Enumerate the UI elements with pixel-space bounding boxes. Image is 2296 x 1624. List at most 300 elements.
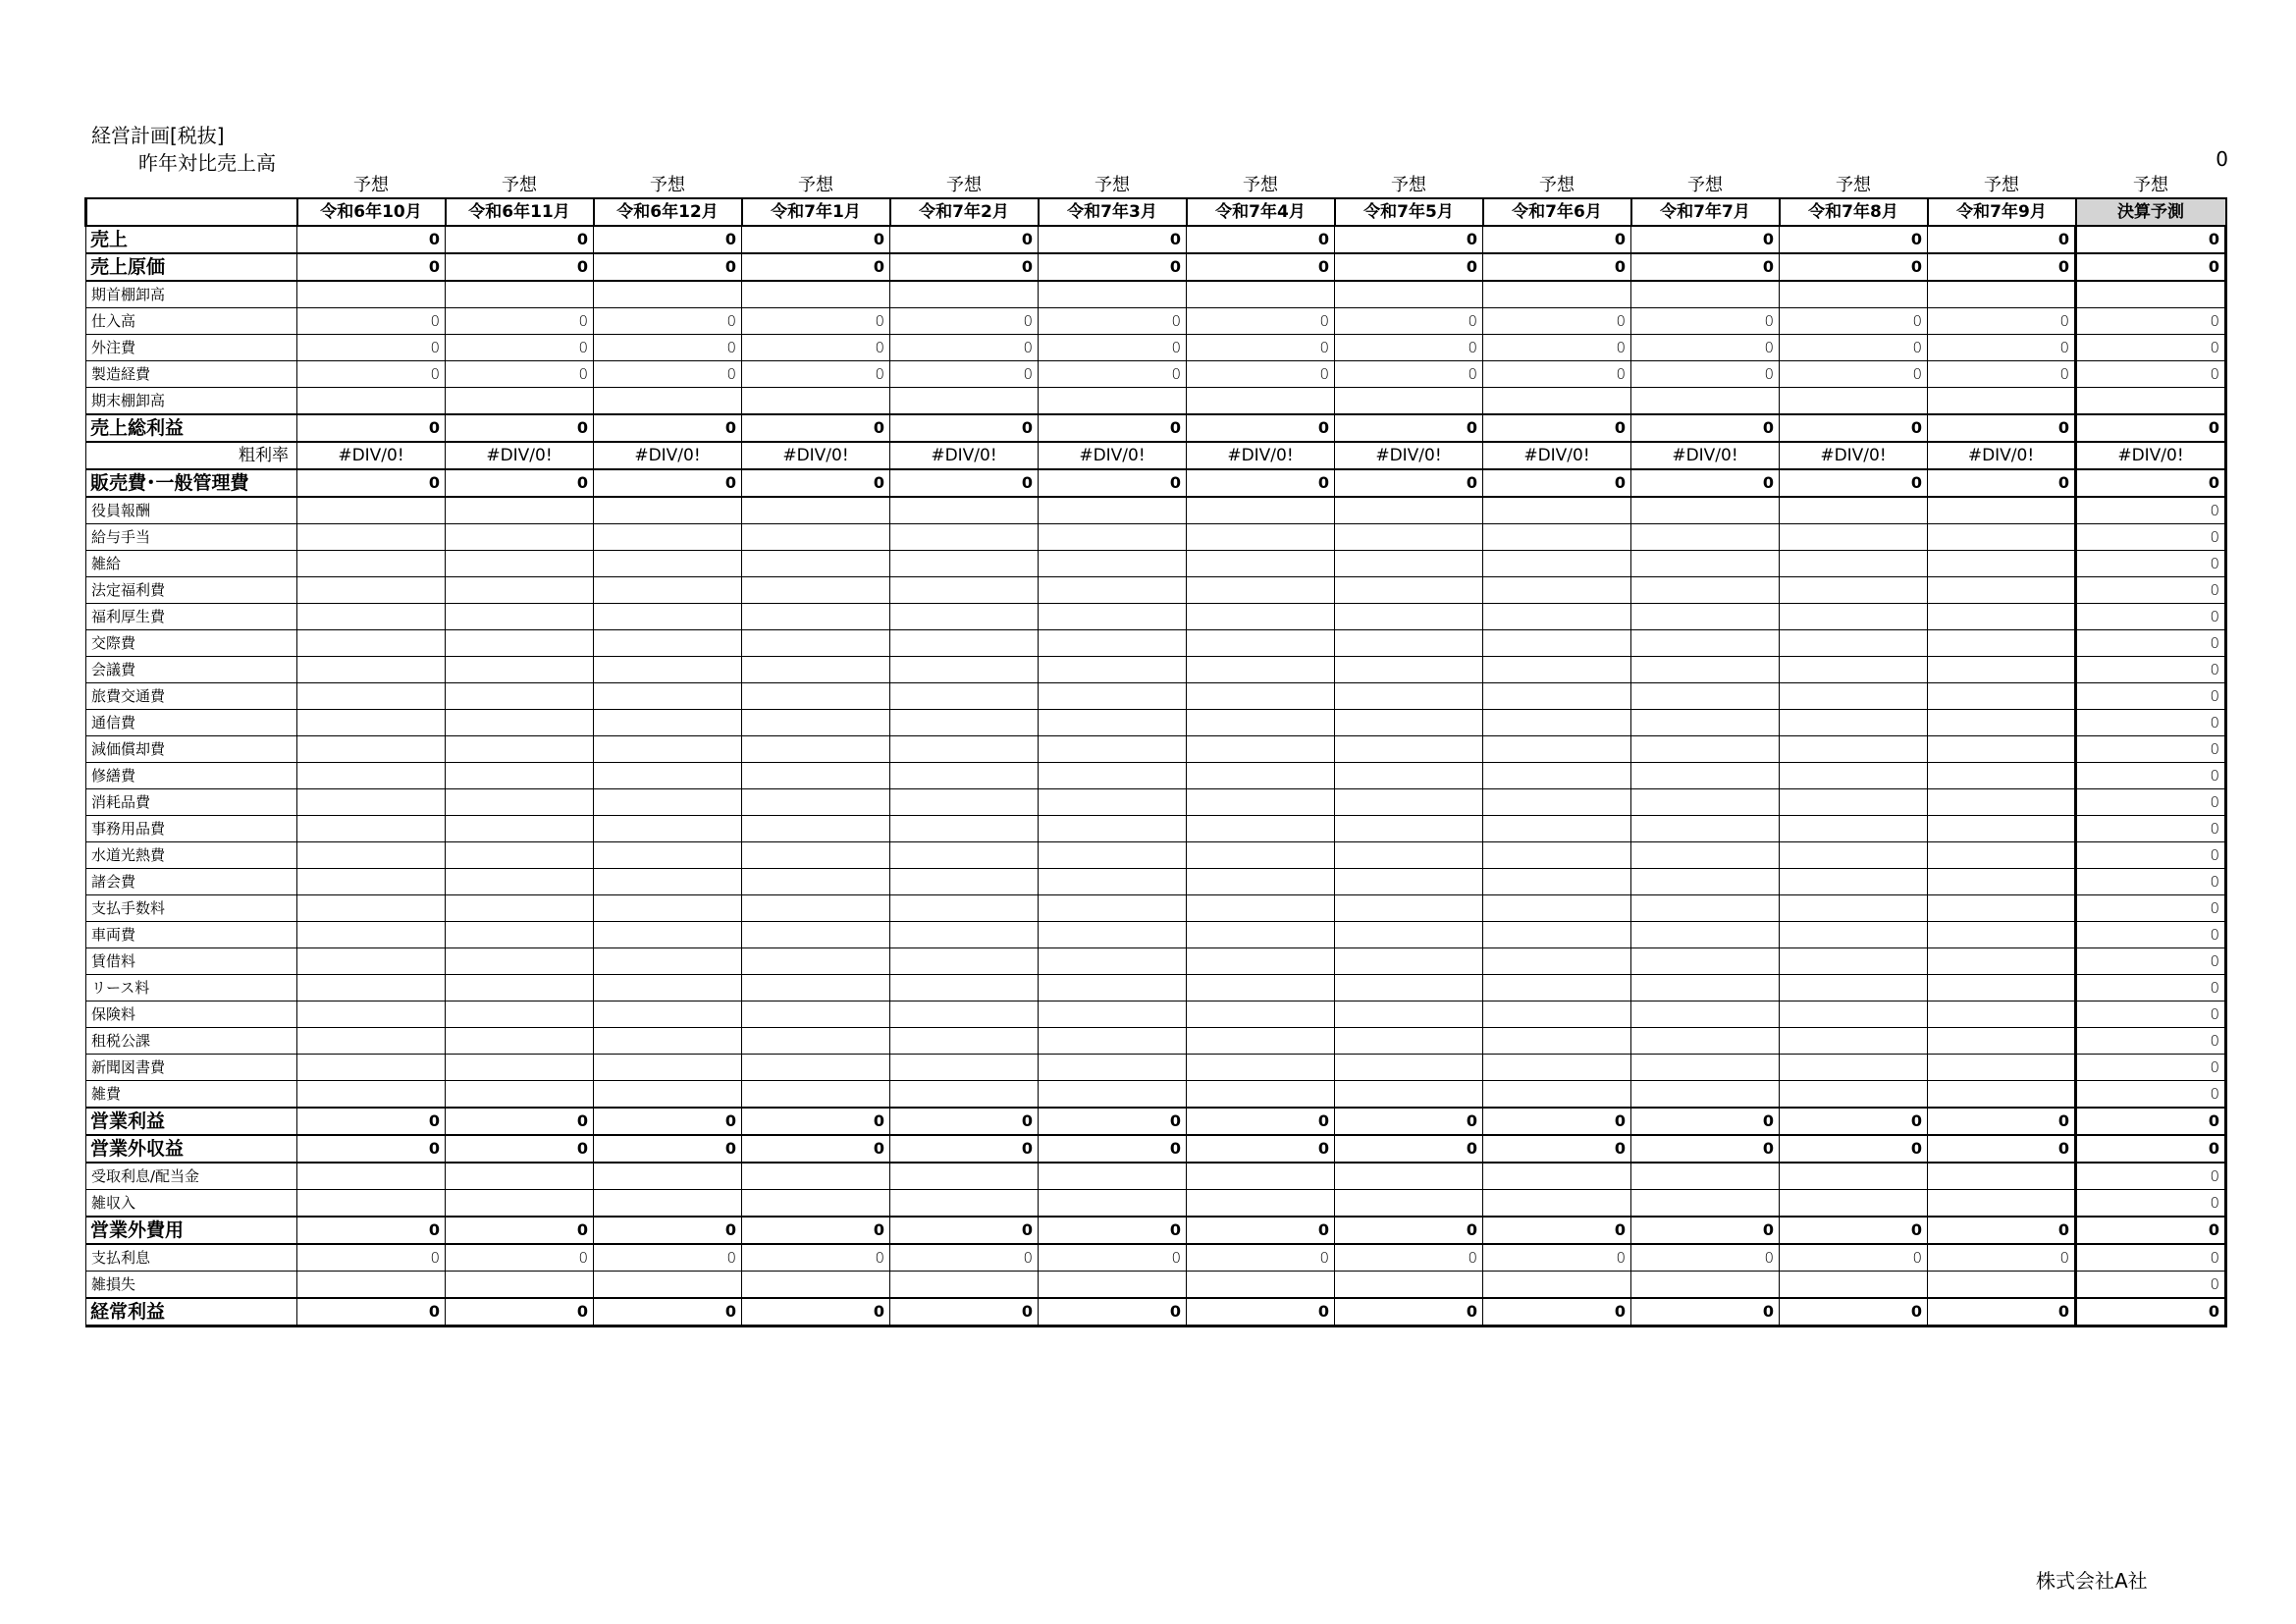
value-cell[interactable] bbox=[1780, 604, 1928, 630]
value-cell[interactable] bbox=[1631, 1028, 1780, 1055]
value-cell[interactable] bbox=[594, 816, 742, 842]
value-cell[interactable]: 0 bbox=[1928, 361, 2076, 388]
value-cell[interactable] bbox=[446, 948, 594, 975]
value-cell[interactable] bbox=[297, 683, 446, 710]
value-cell[interactable]: 0 bbox=[1483, 1217, 1631, 1244]
value-cell[interactable]: 0 bbox=[1187, 414, 1335, 442]
value-cell[interactable]: 0 bbox=[1039, 469, 1187, 497]
value-cell[interactable] bbox=[890, 657, 1039, 683]
value-cell[interactable]: 0 bbox=[890, 253, 1039, 281]
value-cell[interactable] bbox=[594, 895, 742, 922]
value-cell[interactable] bbox=[1928, 1055, 2076, 1081]
value-cell[interactable]: 0 bbox=[2076, 497, 2226, 524]
value-cell[interactable] bbox=[1335, 577, 1483, 604]
value-cell[interactable] bbox=[1483, 497, 1631, 524]
value-cell[interactable] bbox=[446, 1272, 594, 1299]
value-cell[interactable]: 0 bbox=[1780, 414, 1928, 442]
value-cell[interactable] bbox=[1631, 497, 1780, 524]
value-cell[interactable]: 0 bbox=[1780, 1135, 1928, 1163]
value-cell[interactable]: 0 bbox=[297, 469, 446, 497]
value-cell[interactable] bbox=[1928, 736, 2076, 763]
value-cell[interactable]: 0 bbox=[446, 1217, 594, 1244]
value-cell[interactable] bbox=[1187, 736, 1335, 763]
value-cell[interactable] bbox=[1039, 1001, 1187, 1028]
value-cell[interactable] bbox=[1187, 948, 1335, 975]
value-cell[interactable] bbox=[1631, 736, 1780, 763]
value-cell[interactable] bbox=[1335, 281, 1483, 308]
value-cell[interactable] bbox=[446, 1190, 594, 1218]
value-cell[interactable] bbox=[742, 281, 890, 308]
value-cell[interactable] bbox=[1187, 816, 1335, 842]
value-cell[interactable] bbox=[1928, 710, 2076, 736]
value-cell[interactable]: 0 bbox=[297, 1298, 446, 1326]
value-cell[interactable]: 0 bbox=[1187, 469, 1335, 497]
value-cell[interactable]: 0 bbox=[594, 1217, 742, 1244]
value-cell[interactable] bbox=[1483, 975, 1631, 1001]
value-cell[interactable] bbox=[1483, 683, 1631, 710]
value-cell[interactable] bbox=[1483, 763, 1631, 789]
value-cell[interactable]: #DIV/0! bbox=[742, 442, 890, 469]
value-cell[interactable] bbox=[1187, 524, 1335, 551]
value-cell[interactable]: 0 bbox=[2076, 1028, 2226, 1055]
value-cell[interactable]: 0 bbox=[1039, 1217, 1187, 1244]
value-cell[interactable] bbox=[742, 1001, 890, 1028]
value-cell[interactable] bbox=[446, 895, 594, 922]
value-cell[interactable] bbox=[1187, 1163, 1335, 1190]
value-cell[interactable]: 0 bbox=[594, 1108, 742, 1135]
value-cell[interactable]: 0 bbox=[890, 361, 1039, 388]
value-cell[interactable] bbox=[446, 1081, 594, 1109]
value-cell[interactable]: 0 bbox=[2076, 789, 2226, 816]
value-cell[interactable] bbox=[890, 922, 1039, 948]
value-cell[interactable] bbox=[446, 604, 594, 630]
value-cell[interactable]: 0 bbox=[2076, 1244, 2226, 1272]
value-cell[interactable] bbox=[1928, 948, 2076, 975]
value-cell[interactable] bbox=[1928, 1272, 2076, 1299]
value-cell[interactable]: 0 bbox=[446, 469, 594, 497]
value-cell[interactable] bbox=[1631, 1001, 1780, 1028]
value-cell[interactable]: 0 bbox=[1780, 1298, 1928, 1326]
value-cell[interactable] bbox=[1780, 657, 1928, 683]
value-cell[interactable] bbox=[1335, 710, 1483, 736]
value-cell[interactable]: 0 bbox=[1335, 226, 1483, 253]
value-cell[interactable] bbox=[1187, 789, 1335, 816]
value-cell[interactable]: 0 bbox=[1928, 226, 2076, 253]
value-cell[interactable]: 0 bbox=[890, 1135, 1039, 1163]
value-cell[interactable] bbox=[1928, 524, 2076, 551]
value-cell[interactable] bbox=[297, 895, 446, 922]
value-cell[interactable] bbox=[1780, 1190, 1928, 1218]
value-cell[interactable] bbox=[1335, 948, 1483, 975]
value-cell[interactable]: 0 bbox=[2076, 1163, 2226, 1190]
value-cell[interactable] bbox=[742, 524, 890, 551]
value-cell[interactable] bbox=[297, 816, 446, 842]
value-cell[interactable]: 0 bbox=[1780, 253, 1928, 281]
value-cell[interactable]: 0 bbox=[2076, 1272, 2226, 1299]
value-cell[interactable] bbox=[1483, 1001, 1631, 1028]
value-cell[interactable] bbox=[446, 524, 594, 551]
value-cell[interactable] bbox=[594, 1081, 742, 1109]
value-cell[interactable] bbox=[890, 710, 1039, 736]
value-cell[interactable] bbox=[1780, 948, 1928, 975]
value-cell[interactable] bbox=[297, 630, 446, 657]
value-cell[interactable] bbox=[890, 1272, 1039, 1299]
value-cell[interactable]: 0 bbox=[890, 469, 1039, 497]
value-cell[interactable] bbox=[1928, 281, 2076, 308]
value-cell[interactable] bbox=[1928, 1190, 2076, 1218]
value-cell[interactable] bbox=[742, 948, 890, 975]
value-cell[interactable] bbox=[890, 789, 1039, 816]
value-cell[interactable]: 0 bbox=[297, 226, 446, 253]
value-cell[interactable] bbox=[1780, 1055, 1928, 1081]
value-cell[interactable] bbox=[1631, 763, 1780, 789]
value-cell[interactable]: 0 bbox=[1335, 253, 1483, 281]
value-cell[interactable] bbox=[1780, 577, 1928, 604]
value-cell[interactable] bbox=[1483, 551, 1631, 577]
value-cell[interactable]: 0 bbox=[297, 308, 446, 335]
value-cell[interactable]: 0 bbox=[742, 253, 890, 281]
value-cell[interactable] bbox=[446, 842, 594, 869]
value-cell[interactable] bbox=[594, 789, 742, 816]
value-cell[interactable]: #DIV/0! bbox=[1483, 442, 1631, 469]
value-cell[interactable]: 0 bbox=[1928, 1298, 2076, 1326]
value-cell[interactable] bbox=[594, 869, 742, 895]
value-cell[interactable] bbox=[1928, 895, 2076, 922]
value-cell[interactable] bbox=[297, 497, 446, 524]
value-cell[interactable] bbox=[297, 1028, 446, 1055]
value-cell[interactable] bbox=[1928, 683, 2076, 710]
value-cell[interactable] bbox=[594, 1028, 742, 1055]
value-cell[interactable] bbox=[446, 1055, 594, 1081]
value-cell[interactable] bbox=[1187, 869, 1335, 895]
value-cell[interactable]: 0 bbox=[890, 1217, 1039, 1244]
value-cell[interactable] bbox=[2076, 281, 2226, 308]
value-cell[interactable] bbox=[890, 551, 1039, 577]
value-cell[interactable]: 0 bbox=[1928, 1135, 2076, 1163]
value-cell[interactable] bbox=[1631, 388, 1780, 415]
value-cell[interactable] bbox=[594, 922, 742, 948]
value-cell[interactable]: 0 bbox=[297, 253, 446, 281]
value-cell[interactable] bbox=[1335, 1190, 1483, 1218]
value-cell[interactable] bbox=[742, 630, 890, 657]
value-cell[interactable] bbox=[594, 948, 742, 975]
value-cell[interactable] bbox=[890, 948, 1039, 975]
value-cell[interactable] bbox=[446, 736, 594, 763]
value-cell[interactable]: 0 bbox=[2076, 922, 2226, 948]
value-cell[interactable] bbox=[1039, 948, 1187, 975]
value-cell[interactable] bbox=[594, 975, 742, 1001]
value-cell[interactable] bbox=[2076, 388, 2226, 415]
value-cell[interactable] bbox=[446, 789, 594, 816]
value-cell[interactable]: 0 bbox=[446, 1244, 594, 1272]
value-cell[interactable]: 0 bbox=[594, 253, 742, 281]
value-cell[interactable] bbox=[1780, 1272, 1928, 1299]
value-cell[interactable] bbox=[1335, 524, 1483, 551]
value-cell[interactable] bbox=[1335, 842, 1483, 869]
value-cell[interactable] bbox=[594, 710, 742, 736]
value-cell[interactable] bbox=[1187, 1081, 1335, 1109]
value-cell[interactable]: 0 bbox=[1631, 226, 1780, 253]
value-cell[interactable] bbox=[1928, 577, 2076, 604]
value-cell[interactable]: #DIV/0! bbox=[297, 442, 446, 469]
value-cell[interactable] bbox=[1780, 895, 1928, 922]
value-cell[interactable] bbox=[1483, 922, 1631, 948]
value-cell[interactable] bbox=[890, 975, 1039, 1001]
value-cell[interactable]: 0 bbox=[1039, 361, 1187, 388]
value-cell[interactable]: 0 bbox=[446, 1298, 594, 1326]
value-cell[interactable]: 0 bbox=[890, 414, 1039, 442]
value-cell[interactable] bbox=[1631, 842, 1780, 869]
value-cell[interactable]: 0 bbox=[594, 1135, 742, 1163]
value-cell[interactable]: 0 bbox=[2076, 816, 2226, 842]
value-cell[interactable] bbox=[1335, 736, 1483, 763]
value-cell[interactable]: 0 bbox=[1483, 308, 1631, 335]
value-cell[interactable] bbox=[594, 1272, 742, 1299]
value-cell[interactable] bbox=[890, 1001, 1039, 1028]
value-cell[interactable] bbox=[1928, 1028, 2076, 1055]
value-cell[interactable] bbox=[1187, 388, 1335, 415]
value-cell[interactable]: 0 bbox=[2076, 308, 2226, 335]
value-cell[interactable] bbox=[1335, 604, 1483, 630]
value-cell[interactable] bbox=[1187, 604, 1335, 630]
value-cell[interactable] bbox=[594, 1055, 742, 1081]
value-cell[interactable] bbox=[446, 1163, 594, 1190]
value-cell[interactable]: 0 bbox=[2076, 630, 2226, 657]
value-cell[interactable]: #DIV/0! bbox=[594, 442, 742, 469]
value-cell[interactable]: 0 bbox=[297, 414, 446, 442]
value-cell[interactable]: 0 bbox=[1483, 1244, 1631, 1272]
value-cell[interactable]: 0 bbox=[2076, 1135, 2226, 1163]
value-cell[interactable]: 0 bbox=[1039, 253, 1187, 281]
value-cell[interactable]: 0 bbox=[297, 1244, 446, 1272]
value-cell[interactable] bbox=[742, 710, 890, 736]
value-cell[interactable] bbox=[1780, 1163, 1928, 1190]
value-cell[interactable]: 0 bbox=[1483, 1298, 1631, 1326]
value-cell[interactable] bbox=[1483, 281, 1631, 308]
value-cell[interactable] bbox=[297, 869, 446, 895]
value-cell[interactable] bbox=[1335, 895, 1483, 922]
value-cell[interactable]: #DIV/0! bbox=[1187, 442, 1335, 469]
value-cell[interactable] bbox=[1039, 736, 1187, 763]
value-cell[interactable]: 0 bbox=[1483, 1135, 1631, 1163]
value-cell[interactable] bbox=[594, 683, 742, 710]
value-cell[interactable] bbox=[446, 1001, 594, 1028]
value-cell[interactable]: 0 bbox=[2076, 604, 2226, 630]
value-cell[interactable]: 0 bbox=[1039, 1298, 1187, 1326]
value-cell[interactable]: 0 bbox=[1039, 335, 1187, 361]
value-cell[interactable] bbox=[1335, 816, 1483, 842]
value-cell[interactable] bbox=[1928, 1081, 2076, 1109]
value-cell[interactable] bbox=[594, 657, 742, 683]
value-cell[interactable]: 0 bbox=[2076, 710, 2226, 736]
value-cell[interactable]: 0 bbox=[1335, 1298, 1483, 1326]
value-cell[interactable] bbox=[742, 683, 890, 710]
value-cell[interactable] bbox=[1928, 497, 2076, 524]
value-cell[interactable] bbox=[297, 551, 446, 577]
value-cell[interactable]: 0 bbox=[742, 226, 890, 253]
value-cell[interactable] bbox=[446, 1028, 594, 1055]
value-cell[interactable] bbox=[1039, 789, 1187, 816]
value-cell[interactable]: 0 bbox=[1631, 1244, 1780, 1272]
value-cell[interactable] bbox=[1780, 816, 1928, 842]
value-cell[interactable]: 0 bbox=[742, 469, 890, 497]
value-cell[interactable] bbox=[1780, 388, 1928, 415]
value-cell[interactable]: 0 bbox=[2076, 869, 2226, 895]
value-cell[interactable] bbox=[1928, 1163, 2076, 1190]
value-cell[interactable] bbox=[1335, 869, 1483, 895]
value-cell[interactable]: 0 bbox=[1335, 414, 1483, 442]
value-cell[interactable] bbox=[446, 683, 594, 710]
value-cell[interactable] bbox=[1780, 869, 1928, 895]
value-cell[interactable]: 0 bbox=[2076, 948, 2226, 975]
value-cell[interactable] bbox=[1335, 388, 1483, 415]
value-cell[interactable]: 0 bbox=[1928, 308, 2076, 335]
value-cell[interactable] bbox=[297, 1190, 446, 1218]
value-cell[interactable] bbox=[1039, 710, 1187, 736]
value-cell[interactable] bbox=[1780, 763, 1928, 789]
value-cell[interactable] bbox=[742, 895, 890, 922]
value-cell[interactable] bbox=[1335, 763, 1483, 789]
value-cell[interactable] bbox=[297, 842, 446, 869]
value-cell[interactable]: 0 bbox=[2076, 1001, 2226, 1028]
value-cell[interactable]: 0 bbox=[446, 253, 594, 281]
value-cell[interactable] bbox=[890, 388, 1039, 415]
value-cell[interactable]: 0 bbox=[890, 335, 1039, 361]
value-cell[interactable] bbox=[1187, 895, 1335, 922]
value-cell[interactable]: 0 bbox=[446, 361, 594, 388]
value-cell[interactable] bbox=[1187, 497, 1335, 524]
value-cell[interactable] bbox=[1780, 842, 1928, 869]
value-cell[interactable] bbox=[297, 657, 446, 683]
value-cell[interactable] bbox=[742, 869, 890, 895]
value-cell[interactable]: 0 bbox=[1631, 1135, 1780, 1163]
value-cell[interactable] bbox=[446, 497, 594, 524]
value-cell[interactable]: 0 bbox=[1187, 226, 1335, 253]
value-cell[interactable] bbox=[1483, 842, 1631, 869]
value-cell[interactable]: 0 bbox=[1039, 308, 1187, 335]
value-cell[interactable] bbox=[1483, 1081, 1631, 1109]
value-cell[interactable] bbox=[297, 975, 446, 1001]
value-cell[interactable] bbox=[1483, 816, 1631, 842]
value-cell[interactable] bbox=[446, 657, 594, 683]
value-cell[interactable]: 0 bbox=[1780, 361, 1928, 388]
value-cell[interactable] bbox=[1631, 789, 1780, 816]
value-cell[interactable] bbox=[1631, 922, 1780, 948]
value-cell[interactable] bbox=[1335, 551, 1483, 577]
value-cell[interactable] bbox=[742, 1081, 890, 1109]
value-cell[interactable] bbox=[890, 1028, 1039, 1055]
value-cell[interactable]: 0 bbox=[2076, 1190, 2226, 1218]
value-cell[interactable] bbox=[1039, 630, 1187, 657]
value-cell[interactable] bbox=[742, 657, 890, 683]
value-cell[interactable] bbox=[1187, 630, 1335, 657]
value-cell[interactable] bbox=[1039, 388, 1187, 415]
value-cell[interactable] bbox=[297, 281, 446, 308]
value-cell[interactable] bbox=[1039, 763, 1187, 789]
value-cell[interactable]: 0 bbox=[1780, 335, 1928, 361]
value-cell[interactable]: 0 bbox=[1631, 253, 1780, 281]
value-cell[interactable] bbox=[1928, 869, 2076, 895]
value-cell[interactable]: 0 bbox=[2076, 736, 2226, 763]
value-cell[interactable]: #DIV/0! bbox=[1039, 442, 1187, 469]
value-cell[interactable]: 0 bbox=[1483, 226, 1631, 253]
value-cell[interactable] bbox=[1335, 975, 1483, 1001]
value-cell[interactable] bbox=[594, 551, 742, 577]
value-cell[interactable]: #DIV/0! bbox=[1335, 442, 1483, 469]
value-cell[interactable] bbox=[1928, 816, 2076, 842]
value-cell[interactable] bbox=[890, 604, 1039, 630]
value-cell[interactable] bbox=[1187, 1272, 1335, 1299]
value-cell[interactable]: 0 bbox=[1335, 469, 1483, 497]
value-cell[interactable] bbox=[1039, 975, 1187, 1001]
value-cell[interactable]: 0 bbox=[1631, 1217, 1780, 1244]
value-cell[interactable] bbox=[742, 497, 890, 524]
value-cell[interactable] bbox=[1039, 895, 1187, 922]
value-cell[interactable] bbox=[1187, 922, 1335, 948]
value-cell[interactable]: 0 bbox=[1039, 226, 1187, 253]
value-cell[interactable]: 0 bbox=[2076, 469, 2226, 497]
value-cell[interactable] bbox=[1631, 281, 1780, 308]
value-cell[interactable] bbox=[1631, 1272, 1780, 1299]
value-cell[interactable] bbox=[297, 922, 446, 948]
value-cell[interactable] bbox=[446, 388, 594, 415]
value-cell[interactable] bbox=[1039, 1055, 1187, 1081]
value-cell[interactable]: #DIV/0! bbox=[890, 442, 1039, 469]
value-cell[interactable]: 0 bbox=[2076, 895, 2226, 922]
value-cell[interactable] bbox=[1335, 1081, 1483, 1109]
value-cell[interactable] bbox=[742, 736, 890, 763]
value-cell[interactable] bbox=[1187, 710, 1335, 736]
value-cell[interactable]: 0 bbox=[1335, 1244, 1483, 1272]
value-cell[interactable]: 0 bbox=[1335, 1217, 1483, 1244]
value-cell[interactable]: 0 bbox=[2076, 842, 2226, 869]
value-cell[interactable] bbox=[446, 577, 594, 604]
value-cell[interactable]: #DIV/0! bbox=[1631, 442, 1780, 469]
value-cell[interactable] bbox=[890, 736, 1039, 763]
value-cell[interactable] bbox=[890, 630, 1039, 657]
value-cell[interactable] bbox=[742, 922, 890, 948]
value-cell[interactable] bbox=[1780, 975, 1928, 1001]
value-cell[interactable]: 0 bbox=[1039, 1108, 1187, 1135]
value-cell[interactable] bbox=[742, 1163, 890, 1190]
value-cell[interactable]: 0 bbox=[742, 308, 890, 335]
value-cell[interactable] bbox=[1928, 630, 2076, 657]
value-cell[interactable] bbox=[1335, 922, 1483, 948]
value-cell[interactable]: 0 bbox=[2076, 253, 2226, 281]
value-cell[interactable] bbox=[1335, 657, 1483, 683]
value-cell[interactable] bbox=[594, 604, 742, 630]
value-cell[interactable] bbox=[1780, 736, 1928, 763]
value-cell[interactable] bbox=[890, 1081, 1039, 1109]
value-cell[interactable] bbox=[594, 388, 742, 415]
value-cell[interactable]: 0 bbox=[1928, 335, 2076, 361]
value-cell[interactable]: 0 bbox=[1631, 1108, 1780, 1135]
value-cell[interactable] bbox=[594, 763, 742, 789]
value-cell[interactable]: 0 bbox=[1631, 469, 1780, 497]
value-cell[interactable] bbox=[742, 975, 890, 1001]
value-cell[interactable]: 0 bbox=[1780, 1244, 1928, 1272]
value-cell[interactable] bbox=[297, 736, 446, 763]
value-cell[interactable] bbox=[1780, 1081, 1928, 1109]
value-cell[interactable]: 0 bbox=[1631, 361, 1780, 388]
value-cell[interactable] bbox=[1039, 842, 1187, 869]
value-cell[interactable]: 0 bbox=[1335, 1135, 1483, 1163]
value-cell[interactable] bbox=[1928, 763, 2076, 789]
value-cell[interactable]: 0 bbox=[1928, 1108, 2076, 1135]
value-cell[interactable] bbox=[1483, 657, 1631, 683]
value-cell[interactable] bbox=[594, 497, 742, 524]
value-cell[interactable]: 0 bbox=[1335, 335, 1483, 361]
